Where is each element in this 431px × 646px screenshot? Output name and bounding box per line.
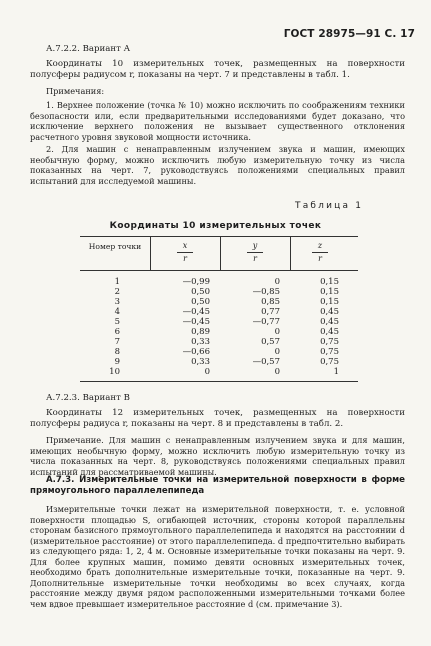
cell-x: 0,89 <box>191 327 210 337</box>
cell-y: 0 <box>274 367 280 377</box>
cell-num: 5 <box>114 317 120 327</box>
cell-x: 0 <box>204 367 210 377</box>
cell-x: 0,50 <box>191 287 210 297</box>
cell-num: 8 <box>114 347 120 357</box>
cell-z: 0,45 <box>320 307 339 317</box>
note-2: 2. Для машин с ненаправленным излучением звука и машин, имеющих необычную форму, можно исключить любую измерительную точку из числа показанных на черт. 7, руководствуясь положениями специальных правил испытаний для исследуемой машины. <box>30 144 405 186</box>
cell-y: —0,85 <box>252 287 280 297</box>
cell-y: 0,85 <box>261 297 280 307</box>
y-numerator: y <box>247 240 263 253</box>
table-header-point-number: Номер точки <box>88 242 142 251</box>
cell-num: 1 <box>114 277 120 287</box>
cell-y: —0,57 <box>252 357 280 367</box>
cell-z: 1 <box>333 367 339 377</box>
table-bottom-rule <box>80 381 358 382</box>
cell-z: 0,15 <box>320 287 339 297</box>
table-title: Координаты 10 измерительных точек <box>109 221 322 231</box>
cell-z: 0,45 <box>320 327 339 337</box>
cell-num: 6 <box>114 327 120 337</box>
cell-num: 4 <box>114 307 120 317</box>
cell-y: 0 <box>274 277 280 287</box>
table-col-divider-2 <box>220 236 221 270</box>
table-row <box>0 327 431 337</box>
cell-num: 9 <box>114 357 120 367</box>
page-header: ГОСТ 28975—91 С. 17 <box>283 28 415 40</box>
section-a723-text: Координаты 12 измерительных точек, размещенных на поверхности полусферы радиуса r, показаны на черт. 8 и представлены в табл. 2. <box>30 408 405 429</box>
x-denominator: r <box>183 254 187 263</box>
cell-x: —0,99 <box>182 277 210 287</box>
section-a723-note: Примечание. Для машин с ненаправленным излучением звука и для машин, имеющих необычную форму, можно исключить любую измерительную точку из числа показанных на черт. 8, руководствуясь положениями специальных правил испытаний для рассматриваемой машины. <box>30 435 405 477</box>
cell-z: 0,75 <box>320 347 339 357</box>
note-1: 1. Верхнее положение (точка № 10) можно исключить по соображениям техники безопасности или, если предварительными исследованиями будет доказано, что исключение верхнего положения не вызывает существенного отклонения расчетного уровня звуковой мощности источника. <box>30 100 405 142</box>
cell-x: 0,33 <box>191 357 210 367</box>
z-denominator: r <box>318 254 322 263</box>
table-row <box>0 287 431 297</box>
cell-x: —0,45 <box>182 307 210 317</box>
table-col-divider-1 <box>150 236 151 270</box>
table-header-rule <box>80 270 358 271</box>
cell-num: 2 <box>114 287 120 297</box>
table-header-x <box>155 240 215 265</box>
z-numerator: z <box>312 240 328 253</box>
cell-num: 3 <box>114 297 120 307</box>
cell-y: 0 <box>274 327 280 337</box>
section-a723-title: А.7.2.3. Вариант В <box>46 393 130 403</box>
table-row <box>0 337 431 347</box>
cell-x: 0,50 <box>191 297 210 307</box>
y-denominator: r <box>253 254 257 263</box>
cell-z: 0,15 <box>320 277 339 287</box>
table-row <box>0 317 431 327</box>
cell-x: —0,66 <box>182 347 210 357</box>
cell-y: 0,77 <box>261 307 280 317</box>
cell-y: 0 <box>274 347 280 357</box>
table-row <box>0 367 431 377</box>
table-caption: Таблица 1 <box>295 201 364 211</box>
cell-num: 10 <box>109 367 120 377</box>
cell-z: 0,75 <box>320 357 339 367</box>
cell-z: 0,45 <box>320 317 339 327</box>
cell-x: 0,33 <box>191 337 210 347</box>
table-top-rule <box>80 236 358 237</box>
section-a722-title: А.7.2.2. Вариант А <box>46 44 131 54</box>
section-a73-title: А.7.3. Измерительные точки на измерительной поверхности в форме прямоугольного параллелепипеда <box>30 475 405 496</box>
table-header-y <box>225 240 285 265</box>
table-row <box>0 277 431 287</box>
cell-num: 7 <box>114 337 120 347</box>
table-row <box>0 307 431 317</box>
cell-z: 0,15 <box>320 297 339 307</box>
cell-x: —0,45 <box>182 317 210 327</box>
table-row <box>0 297 431 307</box>
table-header-z <box>290 240 350 265</box>
cell-z: 0,75 <box>320 337 339 347</box>
cell-y: —0,77 <box>252 317 280 327</box>
table-row <box>0 357 431 367</box>
table-row <box>0 347 431 357</box>
section-a73-text: Измерительные точки лежат на измерительной поверхности, т. е. условной поверхности площадью S, огибающей источник, стороны которой параллельны сторонам базисного прямоугольного параллелепипеда и находятся на расстоянии d (измерительное расстояние) от этого параллелепипеда. d предпочтительно выбирать из следующего ряда: 1, 2, 4 м. Основные измерительные точки показаны на черт. 9. Для более крупных машин, помимо девяти основных измерительных точек, необходимо брать дополнительные измерительные точки, показанные на черт. 9. Дополнительные измерительные точки необходимы во всех случаях, когда расстояние между двумя рядом расположенными измерительными точками более чем вдвое превышает измерительное расстояние d (см. примечание 3). <box>30 504 405 609</box>
cell-y: 0,57 <box>261 337 280 347</box>
notes-label: Примечания: <box>46 86 105 96</box>
section-a722-text: Координаты 10 измерительных точек, размещенных на поверхности полусферы радиусом r, показаны на черт. 7 и представлены в табл. 1. <box>30 59 405 80</box>
x-numerator: x <box>177 240 193 253</box>
